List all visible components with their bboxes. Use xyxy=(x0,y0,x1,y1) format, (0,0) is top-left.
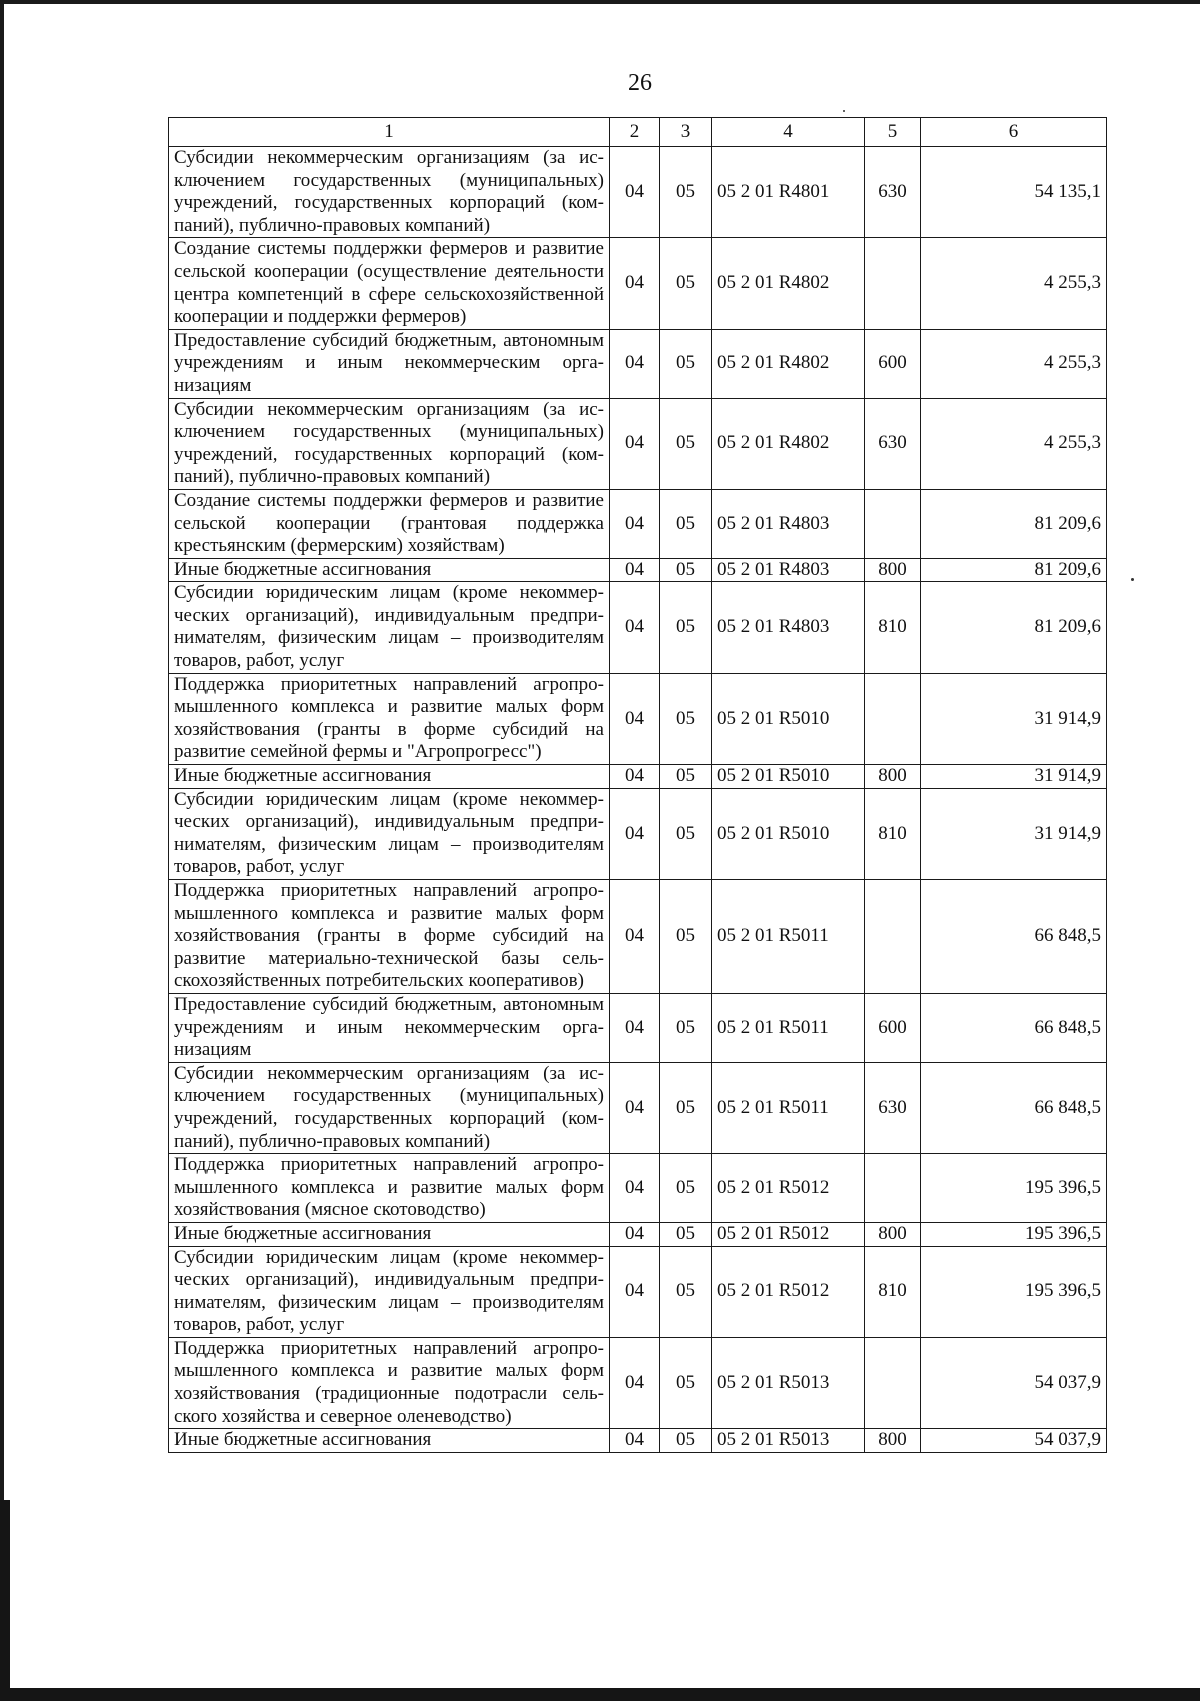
row-subsection-cell: 05 xyxy=(660,1222,712,1246)
row-target-code-cell: 05 2 01 R4803 xyxy=(712,489,865,558)
row-section-cell: 04 xyxy=(610,329,660,398)
row-section-cell: 04 xyxy=(610,1062,660,1153)
row-target-code-cell: 05 2 01 R5013 xyxy=(712,1337,865,1428)
table-row xyxy=(169,1246,1107,1337)
row-amount-cell: 66 848,5 xyxy=(921,993,1107,1062)
row-amount-cell: 4 255,3 xyxy=(921,398,1107,489)
row-amount-cell: 31 914,9 xyxy=(921,765,1107,789)
row-expense-type-cell xyxy=(865,238,921,329)
row-amount-cell: 195 396,5 xyxy=(921,1154,1107,1223)
row-target-code-cell: 05 2 01 R5010 xyxy=(712,765,865,789)
row-section-cell: 04 xyxy=(610,1429,660,1453)
row-section-cell: 04 xyxy=(610,1222,660,1246)
row-expense-type-cell: 810 xyxy=(865,582,921,673)
row-section-cell: 04 xyxy=(610,238,660,329)
row-subsection-cell: 05 xyxy=(660,1062,712,1153)
row-target-code-cell: 05 2 01 R5011 xyxy=(712,880,865,994)
row-expense-type-cell: 800 xyxy=(865,1222,921,1246)
table-row xyxy=(169,1337,1107,1428)
scan-border-top xyxy=(0,0,1200,4)
row-amount-cell: 66 848,5 xyxy=(921,880,1107,994)
row-expense-type-cell: 600 xyxy=(865,329,921,398)
row-name-cell: Иные бюджетные ассигнования xyxy=(169,1222,610,1246)
row-amount-cell: 54 037,9 xyxy=(921,1337,1107,1428)
table-row xyxy=(169,1062,1107,1153)
row-subsection-cell: 05 xyxy=(660,1337,712,1428)
row-target-code-cell: 05 2 01 R5013 xyxy=(712,1429,865,1453)
row-subsection-cell: 05 xyxy=(660,147,712,238)
table-row xyxy=(169,993,1107,1062)
row-subsection-cell: 05 xyxy=(660,788,712,879)
row-expense-type-cell xyxy=(865,880,921,994)
row-amount-cell: 4 255,3 xyxy=(921,238,1107,329)
row-target-code-cell: 05 2 01 R4802 xyxy=(712,329,865,398)
row-section-cell: 04 xyxy=(610,765,660,789)
row-amount-cell: 195 396,5 xyxy=(921,1246,1107,1337)
table-row xyxy=(169,1154,1107,1223)
row-expense-type-cell xyxy=(865,489,921,558)
row-target-code-cell: 05 2 01 R4803 xyxy=(712,558,865,582)
row-section-cell: 04 xyxy=(610,993,660,1062)
row-amount-cell: 81 209,6 xyxy=(921,558,1107,582)
table-row xyxy=(169,147,1107,238)
row-name-cell: Субсидии юридическим лицам (кроме некоммерческих организаций), индивидуальным предпринимателям, физическим лицам – производителям товаров, работ, услуг xyxy=(169,582,610,673)
row-section-cell: 04 xyxy=(610,880,660,994)
column-header: 2 xyxy=(610,118,660,147)
row-amount-cell: 66 848,5 xyxy=(921,1062,1107,1153)
row-name-cell: Поддержка приоритетных направлений агропромышленного комплекса и развитие малых форм хозяйствования (гранты в форме субсидий на развитие материально-технической базы сельскохозяйственных потребительских кооперативов) xyxy=(169,880,610,994)
row-subsection-cell: 05 xyxy=(660,238,712,329)
row-section-cell: 04 xyxy=(610,1154,660,1223)
scan-border-left-bottom xyxy=(0,1500,10,1701)
row-name-cell: Предоставление субсидий бюджетным, автономным учреждениям и иным некоммерческим организациям xyxy=(169,329,610,398)
page-number: 26 xyxy=(628,70,652,96)
row-subsection-cell: 05 xyxy=(660,558,712,582)
row-name-cell: Предоставление субсидий бюджетным, автономным учреждениям и иным некоммерческим организациям xyxy=(169,993,610,1062)
row-amount-cell: 81 209,6 xyxy=(921,582,1107,673)
row-expense-type-cell: 800 xyxy=(865,558,921,582)
row-subsection-cell: 05 xyxy=(660,1154,712,1223)
row-section-cell: 04 xyxy=(610,1246,660,1337)
row-expense-type-cell: 600 xyxy=(865,993,921,1062)
row-name-cell: Поддержка приоритетных направлений агропромышленного комплекса и развитие малых форм хозяйствования (мясное скотоводство) xyxy=(169,1154,610,1223)
row-amount-cell: 31 914,9 xyxy=(921,673,1107,764)
row-name-cell: Субсидии некоммерческим организациям (за исключением государственных (муниципальных) учреждений, государственных корпораций (компаний), публично-правовых компаний) xyxy=(169,1062,610,1153)
row-target-code-cell: 05 2 01 R4802 xyxy=(712,238,865,329)
row-name-cell: Создание системы поддержки фермеров и развитие сельской кооперации (осуществление деятельности центра компетенций в сфере сельскохозяйственной кооперации и поддержки фермеров) xyxy=(169,238,610,329)
row-expense-type-cell xyxy=(865,673,921,764)
table-row xyxy=(169,765,1107,789)
row-target-code-cell: 05 2 01 R5010 xyxy=(712,673,865,764)
row-subsection-cell: 05 xyxy=(660,489,712,558)
row-target-code-cell: 05 2 01 R5010 xyxy=(712,788,865,879)
row-name-cell: Субсидии некоммерческим организациям (за исключением государственных (муниципальных) учреждений, государственных корпораций (компаний), публично-правовых компаний) xyxy=(169,147,610,238)
row-target-code-cell: 05 2 01 R5012 xyxy=(712,1246,865,1337)
row-target-code-cell: 05 2 01 R4803 xyxy=(712,582,865,673)
row-amount-cell: 31 914,9 xyxy=(921,788,1107,879)
table-row xyxy=(169,398,1107,489)
table-row xyxy=(169,1429,1107,1453)
budget-table xyxy=(168,117,1107,1453)
row-subsection-cell: 05 xyxy=(660,329,712,398)
row-target-code-cell: 05 2 01 R5011 xyxy=(712,1062,865,1153)
row-expense-type-cell: 630 xyxy=(865,398,921,489)
column-header: 3 xyxy=(660,118,712,147)
table-row xyxy=(169,788,1107,879)
row-name-cell: Иные бюджетные ассигнования xyxy=(169,1429,610,1453)
row-section-cell: 04 xyxy=(610,673,660,764)
row-expense-type-cell xyxy=(865,1154,921,1223)
table-row xyxy=(169,582,1107,673)
row-name-cell: Субсидии некоммерческим организациям (за исключением государственных (муниципальных) учреждений, государственных корпораций (компаний), публично-правовых компаний) xyxy=(169,398,610,489)
row-expense-type-cell: 630 xyxy=(865,147,921,238)
column-header: 1 xyxy=(169,118,610,147)
row-section-cell: 04 xyxy=(610,489,660,558)
row-amount-cell: 4 255,3 xyxy=(921,329,1107,398)
row-expense-type-cell: 810 xyxy=(865,788,921,879)
row-section-cell: 04 xyxy=(610,147,660,238)
row-subsection-cell: 05 xyxy=(660,673,712,764)
row-name-cell: Субсидии юридическим лицам (кроме некоммерческих организаций), индивидуальным предпринимателям, физическим лицам – производителям товаров, работ, услуг xyxy=(169,1246,610,1337)
table-row xyxy=(169,329,1107,398)
row-target-code-cell: 05 2 01 R5012 xyxy=(712,1222,865,1246)
table-row xyxy=(169,1222,1107,1246)
row-section-cell: 04 xyxy=(610,398,660,489)
row-expense-type-cell: 810 xyxy=(865,1246,921,1337)
row-target-code-cell: 05 2 01 R5011 xyxy=(712,993,865,1062)
scan-border-bottom xyxy=(0,1688,1200,1701)
table-body xyxy=(169,147,1107,1453)
row-expense-type-cell: 800 xyxy=(865,765,921,789)
table-row xyxy=(169,673,1107,764)
table-header-row xyxy=(169,118,1107,147)
column-header: 6 xyxy=(921,118,1107,147)
column-header: 4 xyxy=(712,118,865,147)
row-name-cell: Субсидии юридическим лицам (кроме некоммерческих организаций), индивидуальным предпринимателям, физическим лицам – производителям товаров, работ, услуг xyxy=(169,788,610,879)
row-subsection-cell: 05 xyxy=(660,1429,712,1453)
row-name-cell: Поддержка приоритетных направлений агропромышленного комплекса и развитие малых форм хозяйствования (традиционные подотрасли сельского хозяйства и северное оленеводство) xyxy=(169,1337,610,1428)
row-target-code-cell: 05 2 01 R4802 xyxy=(712,398,865,489)
row-section-cell: 04 xyxy=(610,582,660,673)
scan-speck xyxy=(1131,578,1134,581)
table-row xyxy=(169,238,1107,329)
row-section-cell: 04 xyxy=(610,558,660,582)
row-subsection-cell: 05 xyxy=(660,398,712,489)
scan-speck xyxy=(843,110,845,112)
table-row xyxy=(169,558,1107,582)
row-expense-type-cell: 800 xyxy=(865,1429,921,1453)
row-name-cell: Поддержка приоритетных направлений агропромышленного комплекса и развитие малых форм хозяйствования (гранты в форме субсидий на развитие семейной фермы и "Агропрогресс") xyxy=(169,673,610,764)
row-amount-cell: 81 209,6 xyxy=(921,489,1107,558)
row-subsection-cell: 05 xyxy=(660,1246,712,1337)
table-row xyxy=(169,489,1107,558)
row-amount-cell: 195 396,5 xyxy=(921,1222,1107,1246)
row-expense-type-cell: 630 xyxy=(865,1062,921,1153)
row-target-code-cell: 05 2 01 R4801 xyxy=(712,147,865,238)
row-name-cell: Создание системы поддержки фермеров и развитие сельской кооперации (грантовая поддержка крестьянским (фермерским) хозяйствам) xyxy=(169,489,610,558)
row-section-cell: 04 xyxy=(610,788,660,879)
row-subsection-cell: 05 xyxy=(660,582,712,673)
row-target-code-cell: 05 2 01 R5012 xyxy=(712,1154,865,1223)
row-amount-cell: 54 135,1 xyxy=(921,147,1107,238)
row-name-cell: Иные бюджетные ассигнования xyxy=(169,765,610,789)
row-subsection-cell: 05 xyxy=(660,993,712,1062)
row-subsection-cell: 05 xyxy=(660,765,712,789)
row-amount-cell: 54 037,9 xyxy=(921,1429,1107,1453)
column-header: 5 xyxy=(865,118,921,147)
scan-border-left xyxy=(0,0,4,1701)
row-subsection-cell: 05 xyxy=(660,880,712,994)
row-name-cell: Иные бюджетные ассигнования xyxy=(169,558,610,582)
table-row xyxy=(169,880,1107,994)
row-expense-type-cell xyxy=(865,1337,921,1428)
row-section-cell: 04 xyxy=(610,1337,660,1428)
